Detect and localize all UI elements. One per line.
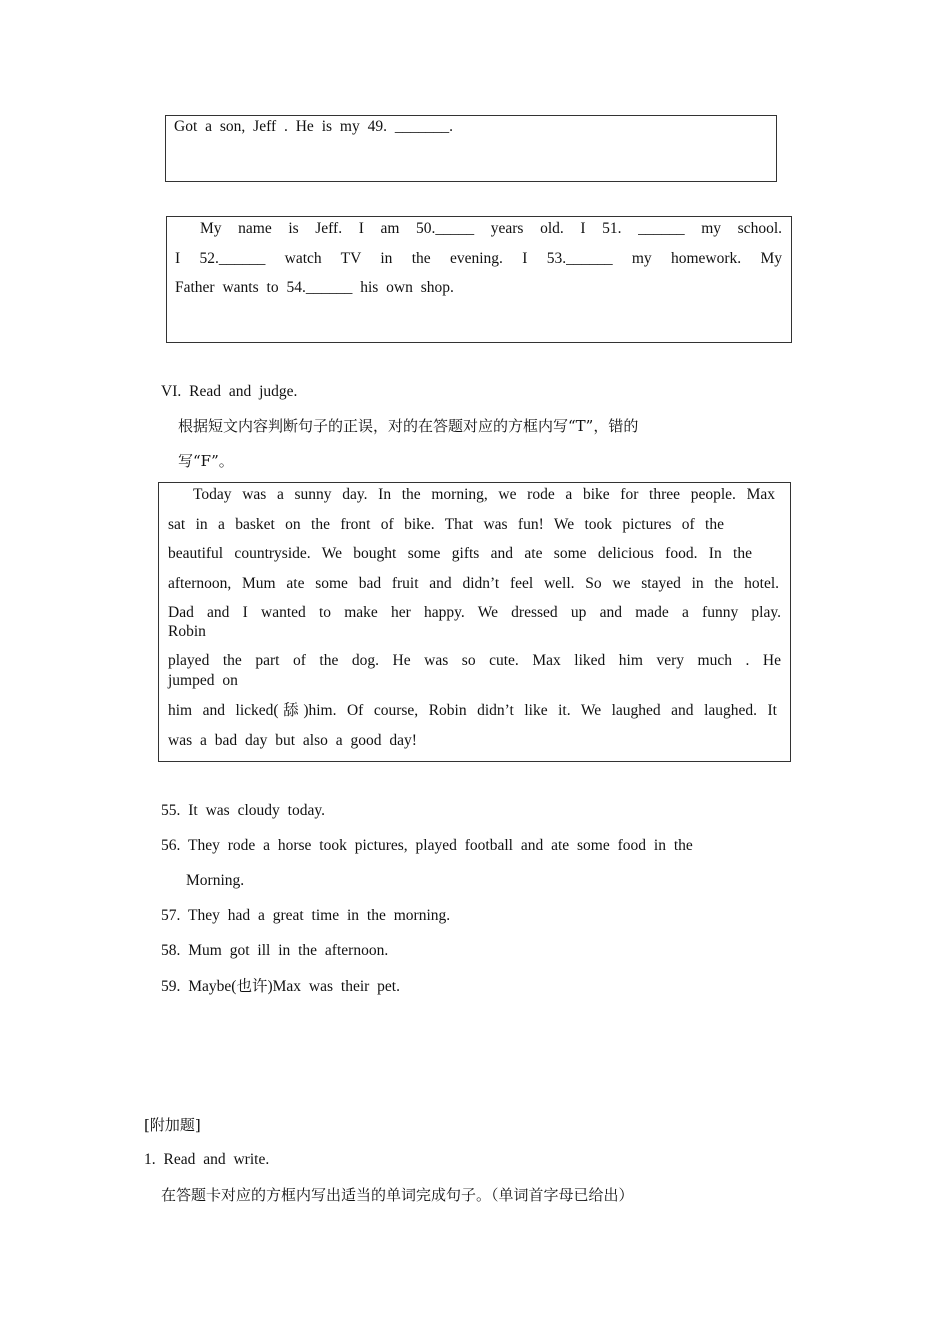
passage-line-5: Dad and I wanted to make her happy. We dressed up and made a funny play. (168, 604, 781, 621)
passage-line-1: Today was a sunny day. In the morning, we rode a bike for three people. Max (193, 486, 775, 503)
passage-line-9: him and licked(舔)him. Of course, Robin didn’t like it. We laughed and laughed. It (168, 702, 777, 719)
passage-line-7: played the part of the dog. He was so cute. Max liked him very much . He (168, 652, 781, 669)
extra-task: 1. Read and write. (144, 1151, 270, 1168)
question-58: 58. Mum got ill in the afternoon. (161, 942, 389, 959)
passage-line-3: beautiful countryside. We bought some gifts and ate some delicious food. In the (168, 545, 752, 562)
box2-line-3: Father wants to 54.______ his own shop. (175, 279, 454, 296)
question-55: 55. It was cloudy today. (161, 802, 325, 819)
section-instruction-2: 写“F”。 (178, 452, 234, 470)
passage-line-4: afternoon, Mum ate some bad fruit and didn’t feel well. So we stayed in the hotel. (168, 575, 779, 592)
question-56: 56. They rode a horse took pictures, played football and ate some food in the (161, 837, 693, 854)
section-heading: VI. Read and judge. (161, 383, 298, 400)
question-59: 59. Maybe(也许)Max was their pet. (161, 978, 400, 995)
passage-line-10: was a bad day but also a good day! (168, 732, 417, 749)
extra-instruction: 在答题卡对应的方框内写出适当的单词完成句子。（单词首字母已给出） (161, 1186, 634, 1204)
box1-line: Got a son, Jeff . He is my 49. _______. (174, 118, 453, 135)
passage-line-2: sat in a basket on the front of bike. That was fun! We took pictures of the (168, 516, 724, 533)
question-56-continued: Morning. (186, 872, 245, 889)
box2-line-1: My name is Jeff. I am 50._____ years old. I 51. ______ my school. (200, 220, 782, 237)
section-instruction-1: 根据短文内容判断句子的正误，对的在答题对应的方框内写“T”，错的 (178, 417, 639, 435)
question-57: 57. They had a great time in the morning. (161, 907, 451, 924)
passage-line-8: jumped on (168, 672, 238, 689)
passage-line-6: Robin (168, 623, 206, 640)
box2-line-2: I 52.______ watch TV in the evening. I 53.______ my homework. My (175, 250, 782, 267)
extra-heading: [附加题] (144, 1116, 201, 1134)
